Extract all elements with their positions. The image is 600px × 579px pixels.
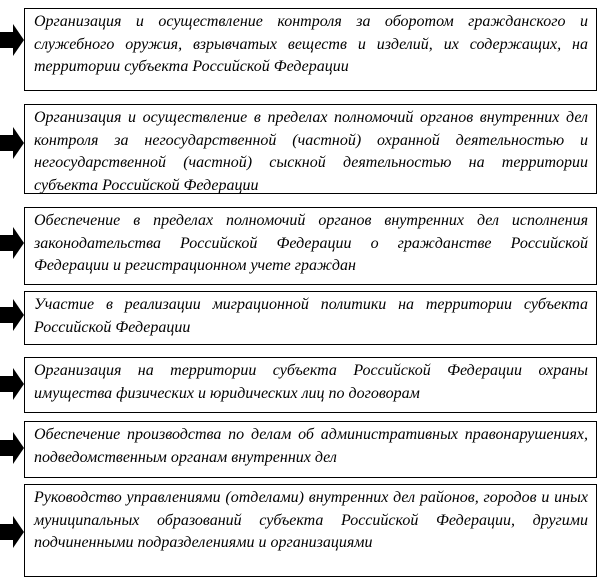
right-arrow-icon — [0, 516, 24, 548]
function-box-2: Организация и осуществление в пределах полномочий органов внутренних дел контроля за негосударственной (частной) охранной деятельностью и негосударственной (частной) сыскной деятельностью на территории субъекта Российской Федерации — [24, 104, 597, 194]
right-arrow-icon — [0, 368, 24, 400]
right-arrow-icon — [0, 299, 24, 331]
function-box-7: Руководство управлениями (отделами) внутренних дел районов, городов и иных муниципальных образований субъекта Российской Федерации, другими подчиненными подразделениями и организациями — [24, 484, 597, 577]
function-box-5: Организация на территории субъекта Российской Федерации охраны имущества физических и юридических лиц по договорам — [24, 357, 597, 413]
function-box-3: Обеспечение в пределах полномочий органов внутренних дел исполнения законодательства Российской Федерации о гражданстве Российской Федерации и регистрационном учете граждан — [24, 207, 597, 285]
right-arrow-icon — [0, 127, 24, 159]
function-box-1: Организация и осуществление контроля за оборотом гражданского и служебного оружия, взрывчатых веществ и изделий, их содержащих, на территории субъекта Российской Федерации — [24, 8, 597, 91]
right-arrow-icon — [0, 227, 24, 259]
function-box-4: Участие в реализации миграционной политики на территории субъекта Российской Федерации — [24, 291, 597, 345]
right-arrow-icon — [0, 432, 24, 464]
right-arrow-icon — [0, 24, 24, 56]
function-box-6: Обеспечение производства по делам об административных правонарушениях, подведомственным органам внутренних дел — [24, 421, 597, 478]
